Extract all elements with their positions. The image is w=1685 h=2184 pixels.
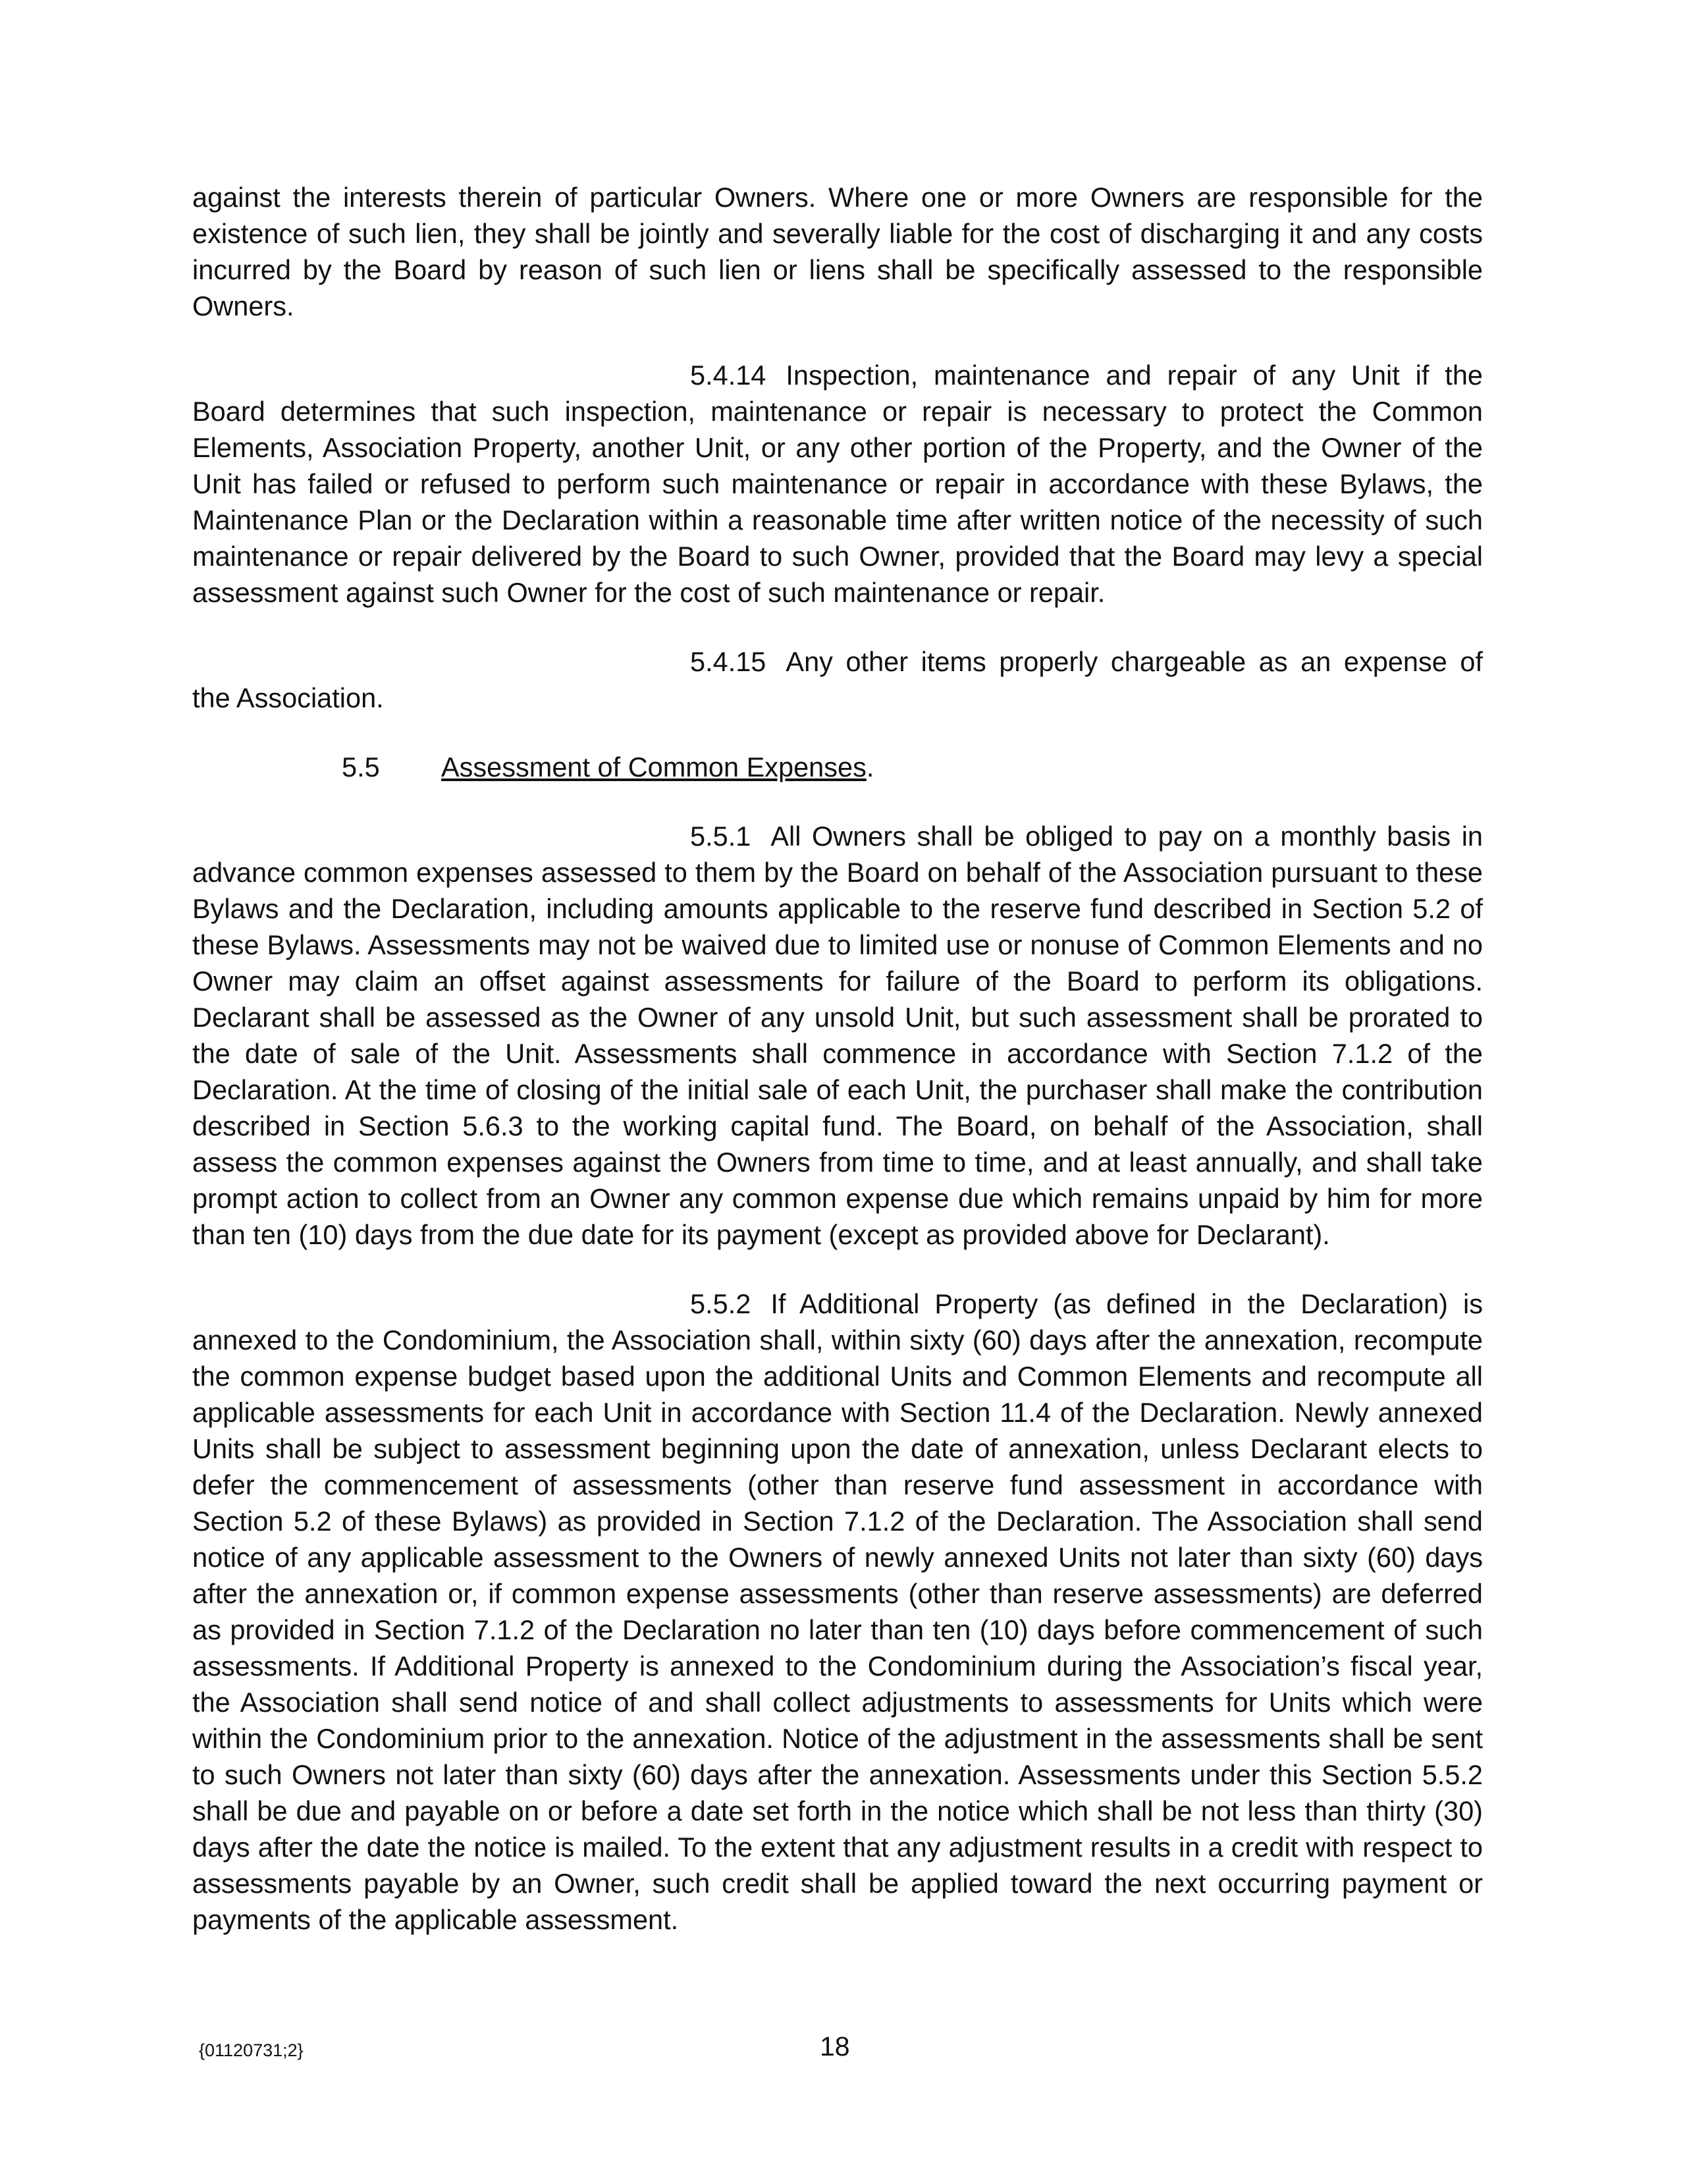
paragraph-number: 5.4.14 bbox=[690, 360, 766, 391]
paragraph-text: against the interests therein of particular Owners. Where one or more Owners are responsible for the existence of such lien, they shall be jointly and severally liable for the cost of discharging it and any costs incurred by the Board by reason of such lien or liens shall be specifically assessed to the responsible Owners. bbox=[192, 182, 1483, 321]
document-body bbox=[192, 179, 1483, 1971]
section-title-punctuation: . bbox=[866, 751, 874, 782]
paragraph-number: 5.5.2 bbox=[690, 1288, 751, 1319]
document-code: {01120731;2} bbox=[199, 2040, 304, 2060]
page-number: 18 bbox=[820, 2031, 850, 2061]
paragraph-5-4-14 bbox=[192, 357, 1483, 611]
section-title: Assessment of Common Expenses bbox=[441, 751, 867, 782]
paragraph-number: 5.5.1 bbox=[690, 821, 751, 852]
paragraph-text: Any other items properly chargeable as an expense of the Association. bbox=[192, 646, 1483, 713]
paragraph-number: 5.4.15 bbox=[690, 646, 766, 677]
paragraph-text: All Owners shall be obliged to pay on a monthly basis in advance common expenses assessed to them by the Board on behalf of the Association pursuant to these Bylaws and the Declaration, including amounts applicable to the reserve fund described in Section 5.2 of these Bylaws. Assessments may not be waived due to limited use or nonuse of Common Elements and no Owner may claim an offset against assessments for failure of the Board to perform its obligations. Declarant shall be assessed as the Owner of any unsold Unit, but such assessment shall be prorated to the date of sale of the Unit. Assessments shall commence in accordance with Section 7.1.2 of the Declaration. At the time of closing of the initial sale of each Unit, the purchaser shall make the contribution described in Section 5.6.3 to the working capital fund. The Board, on behalf of the Association, shall assess the common expenses against the Owners from time to time, and at least annually, and shall take prompt action to collect from an Owner any common expense due which remains unpaid by him for more than ten (10) days from the due date for its payment (except as provided above for Declarant). bbox=[192, 821, 1483, 1250]
paragraph-text: If Additional Property (as defined in the Declaration) is annexed to the Condominium, the Association shall, within sixty (60) days after the annexation, recompute the common expense budget based upon the additional Units and Common Elements and recompute all applicable assessments for each Unit in accordance with Section 11.4 of the Declaration. Newly annexed Units shall be subject to assessment beginning upon the date of annexation, unless Declarant elects to defer the commencement of assessments (other than reserve fund assessment in accordance with Section 5.2 of these Bylaws) as provided in Section 7.1.2 of the Declaration. The Association shall send notice of any applicable assessment to the Owners of newly annexed Units not later than sixty (60) days after the annexation or, if common expense assessments (other than reserve assessments) are deferred as provided in Section 7.1.2 of the Declaration no later than ten (10) days before commencement of such assessments. If Additional Property is annexed to the Condominium during the Association’s fiscal year, the Association shall send notice of and shall collect adjustments to assessments for Units which were within the Condominium prior to the annexation. Notice of the adjustment in the assessments shall be sent to such Owners not later than sixty (60) days after the annexation. Assessments under this Section 5.5.2 shall be due and payable on or before a date set forth in the notice which shall be not less than thirty (30) days after the date the notice is mailed. To the extent that any adjustment results in a credit with respect to assessments payable by an Owner, such credit shall be applied toward the next occurring payment or payments of the applicable assessment. bbox=[192, 1288, 1483, 1935]
section-number: 5.5 bbox=[342, 751, 380, 782]
section-heading bbox=[192, 749, 1483, 785]
paragraph-continuation bbox=[192, 179, 1483, 324]
paragraph-5-4-15 bbox=[192, 643, 1483, 716]
paragraph-5-5-1 bbox=[192, 818, 1483, 1253]
paragraph-text: Inspection, maintenance and repair of any Unit if the Board determines that such inspection, maintenance or repair is necessary to protect the Common Elements, Association Property, another Unit, or any other portion of the Property, and the Owner of the Unit has failed or refused to perform such maintenance or repair in accordance with these Bylaws, the Maintenance Plan or the Declaration within a reasonable time after written notice of the necessity of such maintenance or repair delivered by the Board to such Owner, provided that the Board may levy a special assessment against such Owner for the cost of such maintenance or repair. bbox=[192, 360, 1483, 608]
paragraph-5-5-2 bbox=[192, 1286, 1483, 1938]
